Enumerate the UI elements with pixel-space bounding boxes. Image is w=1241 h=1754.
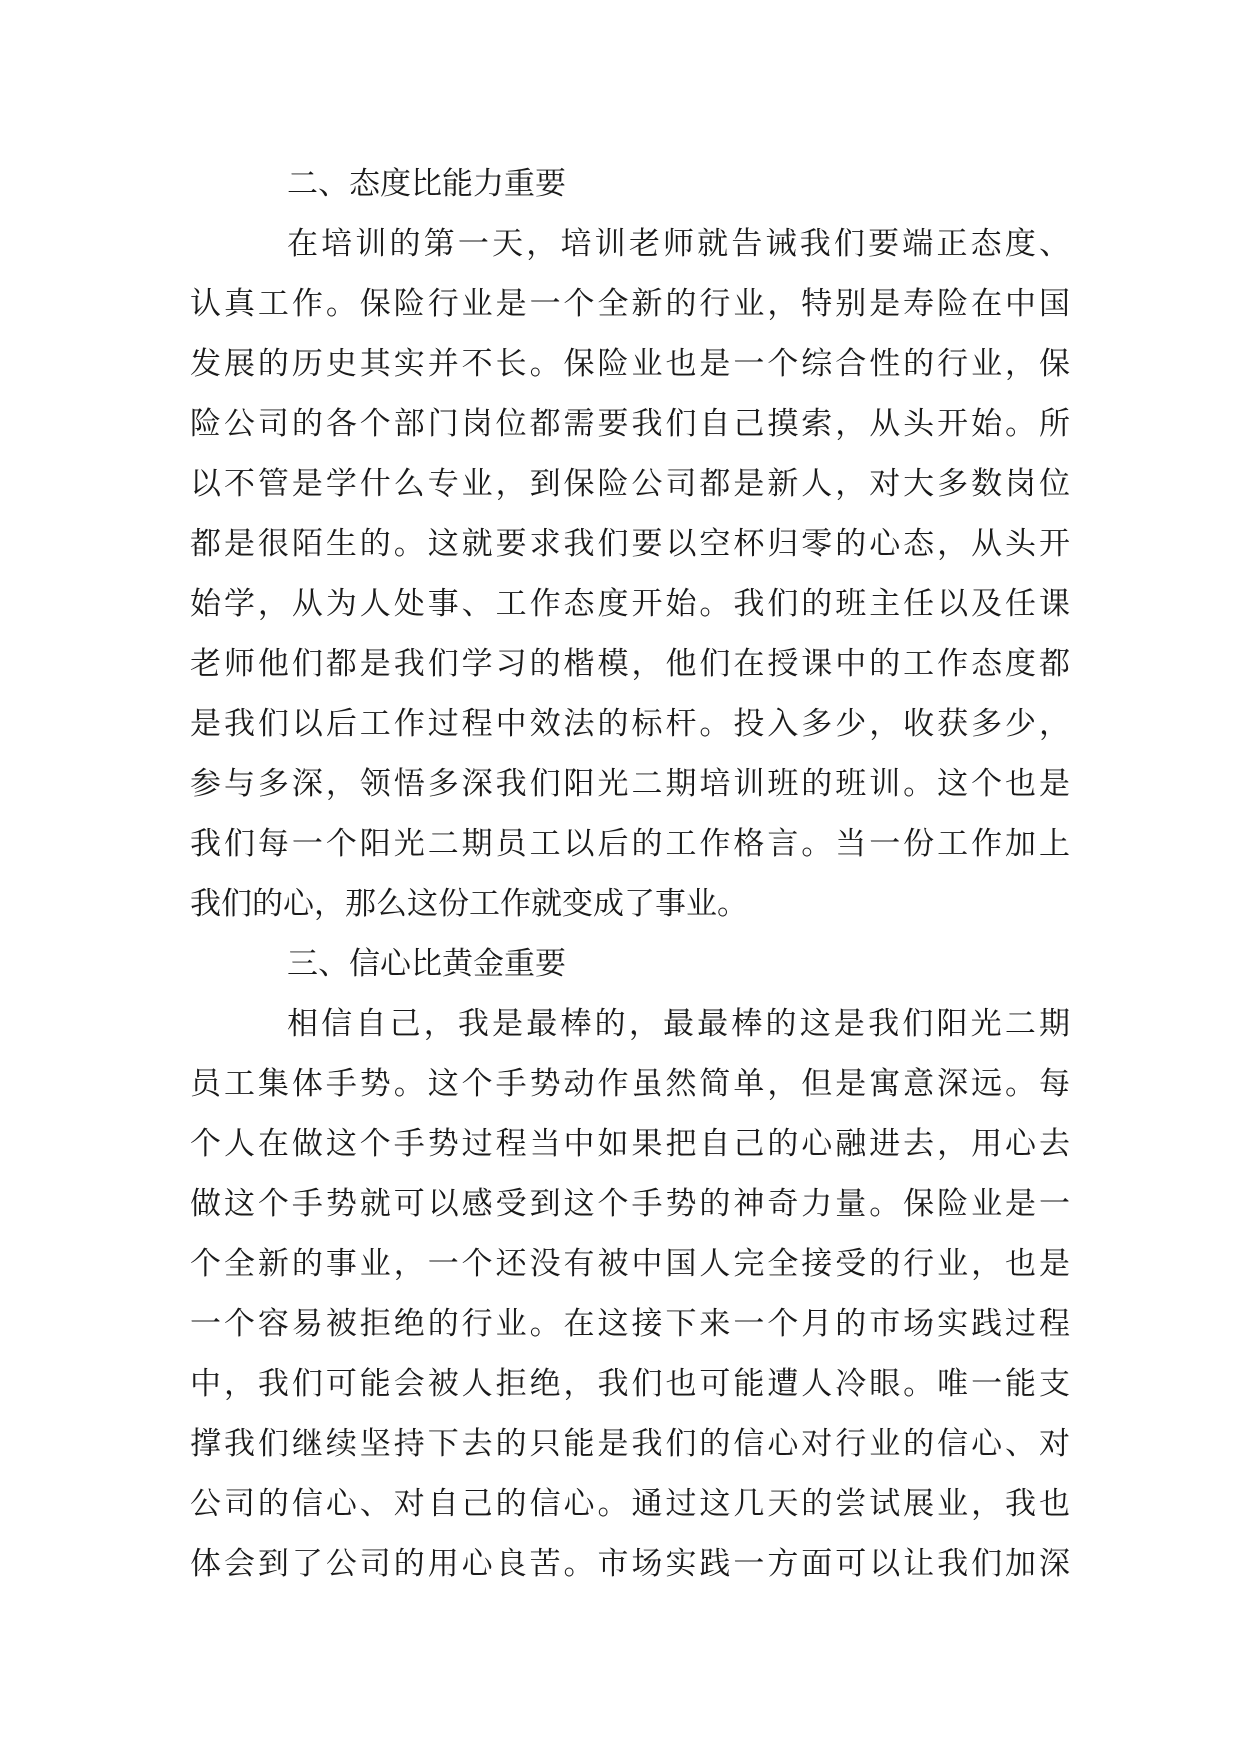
- section-heading: 三、信心比黄金重要: [287, 946, 566, 982]
- paragraph-line: 一个容易被拒绝的行业。在这接下来一个月的市场实践过程: [190, 1306, 1070, 1342]
- paragraph-line: 老师他们都是我们学习的楷模，他们在授课中的工作态度都: [190, 646, 1070, 682]
- paragraph-line: 认真工作。保险行业是一个全新的行业，特别是寿险在中国: [190, 286, 1070, 322]
- paragraph-line: 体会到了公司的用心良苦。市场实践一方面可以让我们加深: [190, 1546, 1070, 1582]
- paragraph-line: 做这个手势就可以感受到这个手势的神奇力量。保险业是一: [190, 1186, 1070, 1222]
- paragraph-line: 我们的心，那么这份工作就变成了事业。: [190, 886, 748, 922]
- paragraph-line: 相信自己，我是最棒的，最最棒的这是我们阳光二期: [287, 1006, 1070, 1042]
- paragraph-line: 参与多深，领悟多深我们阳光二期培训班的班训。这个也是: [190, 766, 1070, 802]
- paragraph-line: 个人在做这个手势过程当中如果把自己的心融进去，用心去: [190, 1126, 1070, 1162]
- paragraph-line: 中，我们可能会被人拒绝，我们也可能遭人冷眼。唯一能支: [190, 1366, 1070, 1402]
- paragraph-line: 撑我们继续坚持下去的只能是我们的信心对行业的信心、对: [190, 1426, 1070, 1462]
- paragraph-line: 在培训的第一天，培训老师就告诫我们要端正态度、: [287, 226, 1070, 262]
- paragraph-line: 都是很陌生的。这就要求我们要以空杯归零的心态，从头开: [190, 526, 1070, 562]
- paragraph-line: 始学，从为人处事、工作态度开始。我们的班主任以及任课: [190, 586, 1070, 622]
- document-body: [190, 154, 1070, 1594]
- paragraph-line: 险公司的各个部门岗位都需要我们自己摸索，从头开始。所: [190, 406, 1070, 442]
- paragraph-line: 以不管是学什么专业，到保险公司都是新人，对大多数岗位: [190, 466, 1070, 502]
- paragraph-line: 发展的历史其实并不长。保险业也是一个综合性的行业，保: [190, 346, 1070, 382]
- paragraph-line: 是我们以后工作过程中效法的标杆。投入多少，收获多少，: [190, 706, 1070, 742]
- paragraph-line: 个全新的事业，一个还没有被中国人完全接受的行业，也是: [190, 1246, 1070, 1282]
- paragraph-line: 我们每一个阳光二期员工以后的工作格言。当一份工作加上: [190, 826, 1070, 862]
- section-heading: 二、态度比能力重要: [287, 166, 566, 202]
- paragraph-line: 公司的信心、对自己的信心。通过这几天的尝试展业，我也: [190, 1486, 1070, 1522]
- paragraph-line: 员工集体手势。这个手势动作虽然简单，但是寓意深远。每: [190, 1066, 1070, 1102]
